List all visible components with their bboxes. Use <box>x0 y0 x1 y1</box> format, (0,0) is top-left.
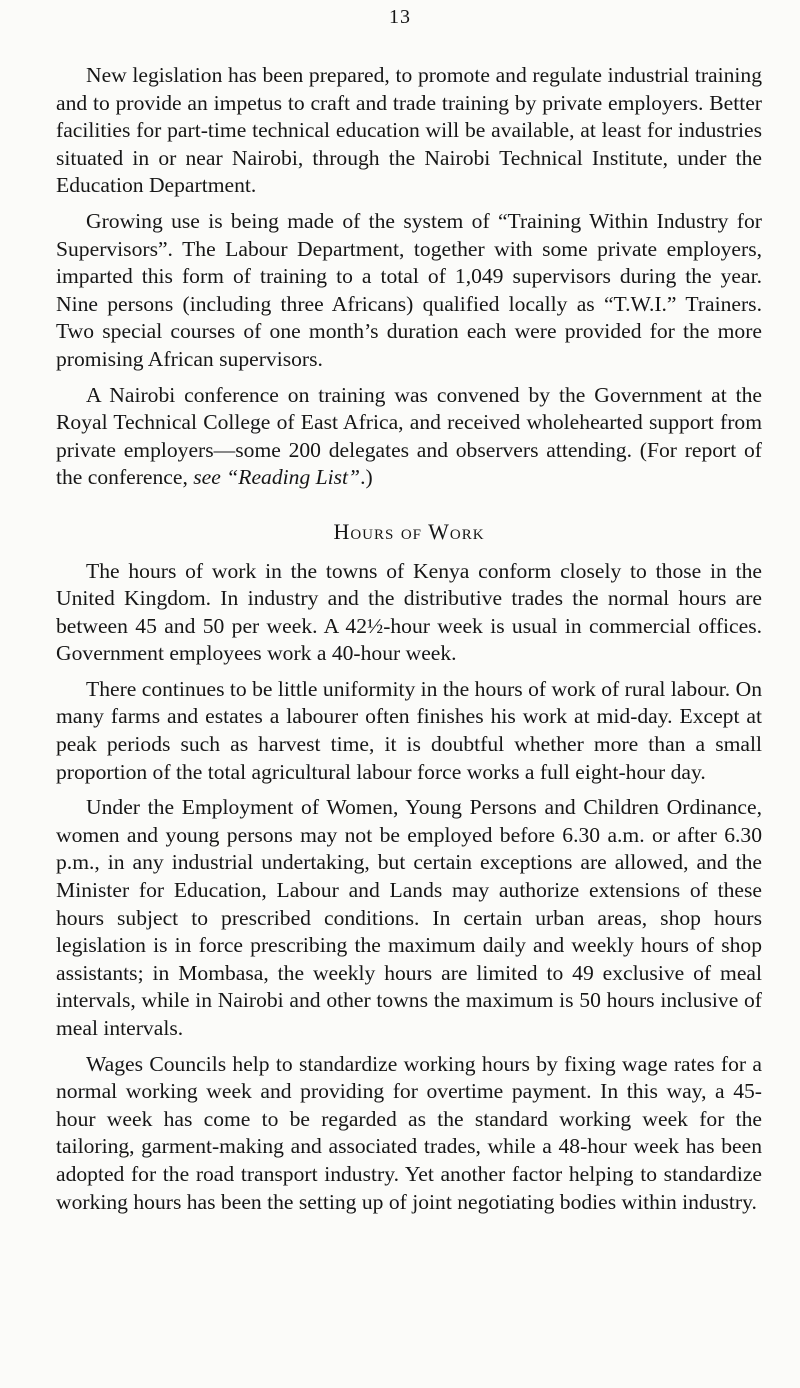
paragraph-legislation: New legislation has been prepared, to promote and regulate industrial training and to provide an impetus to craft and trade training by private employers. Better facilities for part-time technical education will be available, at least for industries situated in or near Nairobi, through the Nairobi Technical Institute, under the Education Department. <box>56 63 762 198</box>
paragraph-town-hours: The hours of work in the towns of Kenya conform closely to those in the United Kingdom. In industry and the distributive trades the normal hours are between 45 and 50 per week. A 42½-hour week is usual in commercial offices. Government employees work a 40-hour week. <box>56 558 762 666</box>
see-reference: see <box>193 465 221 490</box>
paragraph-rural-labour: There continues to be little uniformity in the hours of work of rural labour. On many farms and estates a labourer often finishes his work at mid-day. Except at peak periods such as harvest time, it is doubtful whether more than a small proportion of the total agricultural labour force works a full eight-hour day. <box>56 676 762 784</box>
section-heading-hours-of-work: Hours of Work <box>333 518 485 544</box>
paragraph-employment-ordinance: Under the Employment of Women, Young Persons and Children Ordinance, women and young persons may not be employed before 6.30 a.m. or after 6.30 p.m., in any industrial undertaking, but certain exceptions are allowed, and the Minister for Education, Labour and Lands may authorize extensions of these hours subject to prescribed conditions. In certain urban areas, shop hours legislation is in force prescribing the maximum daily and weekly hours of shop assistants; in Mombasa, the weekly hours are limited to 49 exclusive of meal intervals, while in Nairobi and other towns the maximum is 50 hours inclusive of meal intervals. <box>56 795 762 1040</box>
conference-text: A Nairobi conference on training was convened by the Government at the Royal Technical College of East Africa, and received wholehearted support from private employers—some 200 delegates and observers attending. (For report of the conference, <box>56 382 762 490</box>
paragraph-nairobi-conference <box>56 382 762 492</box>
page-number: 13 <box>389 6 411 28</box>
paragraph-twi-training: Growing use is being made of the system of “Training Within Industry for Supervisors”. The Labour Department, together with some private employers, imparted this form of training to a total of 1,049 supervisors during the year. Nine persons (including three Africans) qualified locally as “T.W.I.” Trainers. Two special courses of one month’s duration each were provided for the more promising African supervisors. <box>56 208 762 371</box>
reading-list-reference: “Reading List” <box>226 465 361 490</box>
body-text <box>56 62 762 1224</box>
conference-closing: .) <box>360 465 373 490</box>
paragraph-wages-councils: Wages Councils help to standardize working hours by fixing wage rates for a normal working week and providing for overtime payment. In this way, a 45-hour week has come to be regarded as the standard working week for the tailoring, garment-making and associated trades, while a 48-hour week has been adopted for the road transport industry. Yet another factor helping to standardize working hours has been the setting up of joint negotiating bodies within industry. <box>56 1051 762 1214</box>
